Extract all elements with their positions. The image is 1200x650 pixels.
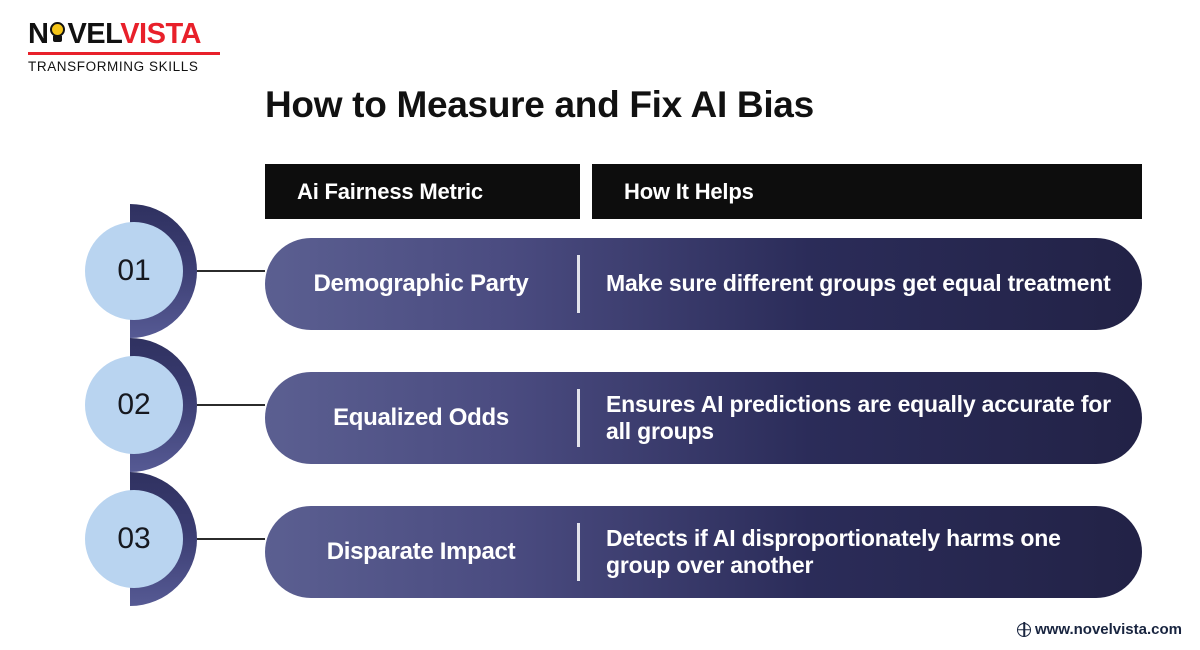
- row-metric-label: Demographic Party: [313, 270, 529, 297]
- row-description: Ensures AI predictions are equally accurate for all groups: [606, 390, 1111, 444]
- row-description: Make sure different groups get equal treatment: [606, 270, 1111, 297]
- logo-underline: [28, 52, 220, 55]
- lightbulb-icon: [49, 22, 66, 46]
- row-metric-label: Disparate Impact: [326, 538, 516, 565]
- table-row: [265, 506, 1142, 598]
- row-metric-label: Equalized Odds: [333, 404, 509, 431]
- step-number-1: 01: [85, 222, 183, 320]
- step-number-2: 02: [85, 356, 183, 454]
- brand-wordmark: [28, 20, 228, 49]
- step-badge-2: [80, 338, 270, 472]
- brand-logo: [28, 20, 228, 74]
- brand-name-part3: VISTA: [120, 18, 201, 50]
- globe-icon: [1017, 623, 1031, 637]
- step-number-3: 03: [85, 490, 183, 588]
- step-badge-1: [80, 204, 270, 338]
- connector-line-2: [197, 404, 265, 406]
- footer-website-label: www.novelvista.com: [1035, 621, 1182, 638]
- connector-line-3: [197, 538, 265, 540]
- brand-name-part2: VEL: [67, 18, 121, 50]
- brand-tagline: TRANSFORMING SKILLS: [28, 59, 199, 74]
- row-description: Detects if AI disproportionately harms one group over another: [606, 524, 1061, 578]
- brand-name-part1: N: [28, 18, 49, 50]
- footer-website[interactable]: [1017, 621, 1182, 638]
- page-title: How to Measure and Fix AI Bias: [265, 84, 814, 125]
- column-header-helps: How It Helps: [592, 164, 1142, 219]
- table-header: [265, 164, 1142, 219]
- table-row: [265, 372, 1142, 464]
- column-header-metric: Ai Fairness Metric: [265, 164, 580, 219]
- step-badge-3: [80, 472, 270, 606]
- connector-line-1: [197, 270, 265, 272]
- table-row: [265, 238, 1142, 330]
